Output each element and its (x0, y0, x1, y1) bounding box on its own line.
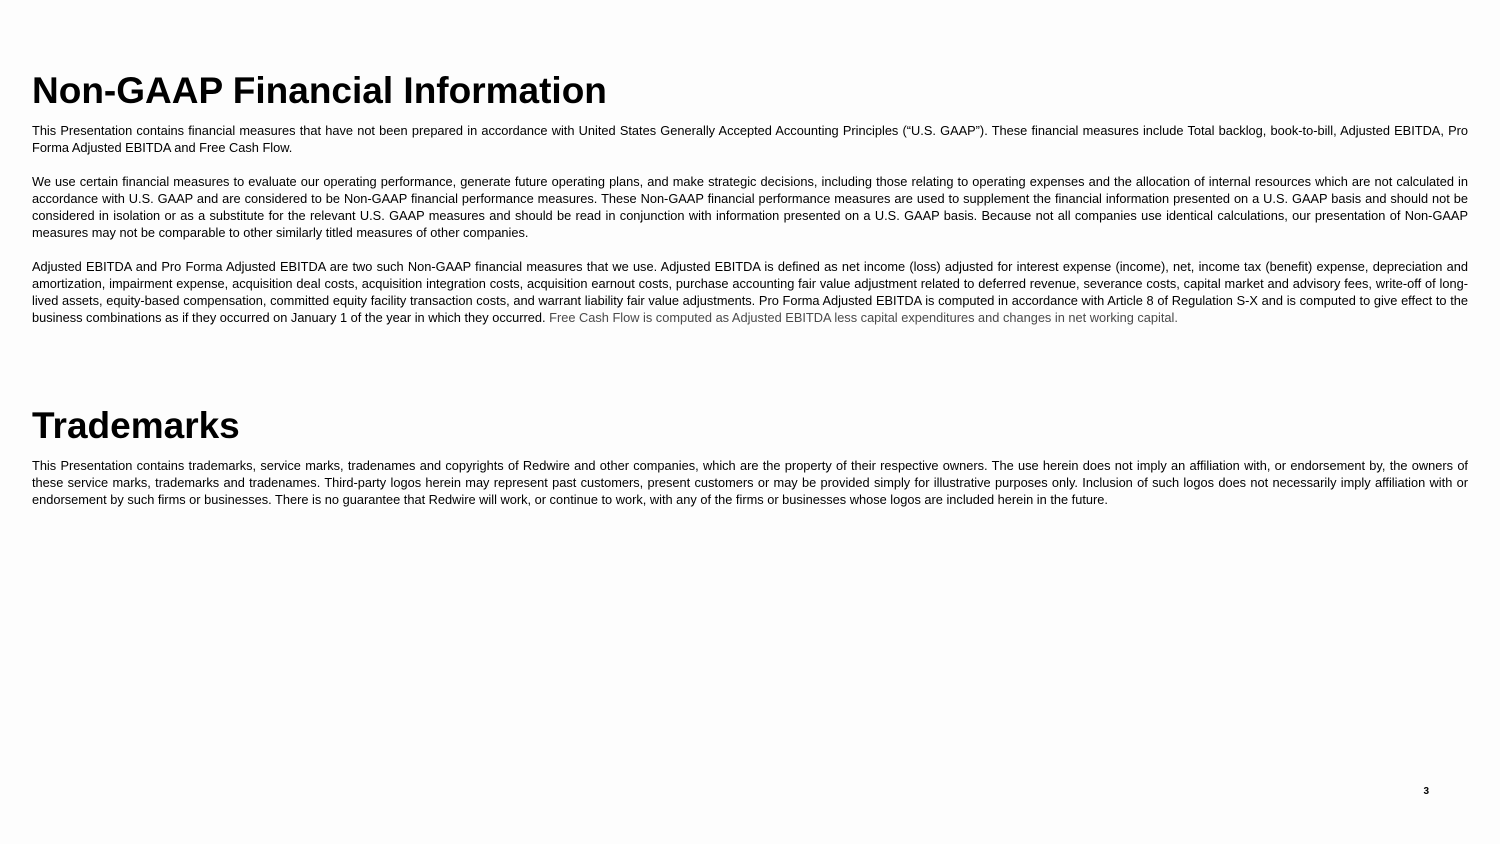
trademarks-paragraph: This Presentation contains trademarks, service marks, tradenames and copyrights of Redwire and other companies, which are the property of their respective owners. The use herein does not imply an affiliation with, or endorsement by, the owners of these service marks, trademarks and tradenames. Third-party logos herein may represent past customers, present customers or may be provided simply for illustrative purposes only. Inclusion of such logos does not necessarily imply affiliation with or endorsement by such firms or businesses. There is no guarantee that Redwire will work, or continue to work, with any of the firms or businesses whose logos are included herein in the future. (32, 458, 1468, 507)
free-cash-flow-definition: Free Cash Flow is computed as Adjusted EBITDA less capital expenditures and changes in net working capital. (549, 310, 1178, 325)
trademarks-title: Trademarks (32, 405, 240, 446)
adjusted-ebitda-definition: Adjusted EBITDA and Pro Forma Adjusted EBITDA are two such Non-GAAP financial measures that we use. Adjusted EBITDA is defined as net income (loss) adjusted for interest expense (income), net, income tax (benefit) expense, depreciation and amortization, impairment expense, acquisition deal costs, acquisition integration costs, acquisition earnout costs, purchase accounting fair value adjustment related to deferred revenue, severance costs, capital market and advisory fees, write-off of long-lived assets, equity-based compensation, committed equity facility transaction costs, and warrant liability fair value adjustments. Pro Forma Adjusted EBITDA is computed in accordance with Article 8 of Regulation S-X and is computed to give effect to the business combinations as if they occurred on January 1 of the year in which they occurred. (32, 259, 1468, 325)
non-gaap-paragraph-3 (32, 258, 1468, 326)
non-gaap-paragraph-2: We use certain financial measures to evaluate our operating performance, generate future operating plans, and make strategic decisions, including those relating to operating expenses and the allocation of internal resources which are not calculated in accordance with U.S. GAAP and are considered to be Non-GAAP financial performance measures. These Non-GAAP financial performance measures are used to supplement the financial information presented on a U.S. GAAP basis and should not be considered in isolation or as a substitute for the relevant U.S. GAAP measures and should be read in conjunction with information presented on a U.S. GAAP basis. Because not all companies use identical calculations, our presentation of Non-GAAP measures may not be comparable to other similarly titled measures of other companies. (32, 174, 1468, 240)
non-gaap-title: Non-GAAP Financial Information (32, 70, 607, 111)
page-number: 3 (1423, 786, 1429, 797)
non-gaap-body (32, 122, 1468, 326)
non-gaap-paragraph-1: This Presentation contains financial measures that have not been prepared in accordance with United States Generally Accepted Accounting Principles (“U.S. GAAP”). These financial measures include Total backlog, book-to-bill, Adjusted EBITDA, Pro Forma Adjusted EBITDA and Free Cash Flow. (32, 123, 1468, 155)
trademarks-body (32, 457, 1468, 508)
